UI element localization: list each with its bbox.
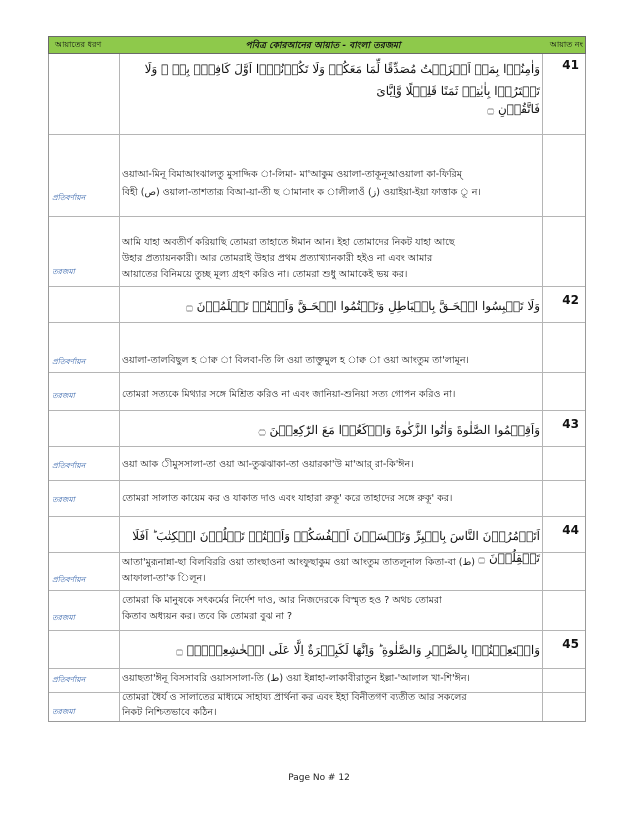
- transliteration-text: ওয়াছতা'ঈনূ বিসসাবরি ওয়াসসালা-তি (ط) ওয়া ইন্নাহা-লাকাবীরাতুন ইল্লা-'আলাল খা-শি'ঈন।: [122, 673, 470, 684]
- row-label: প্রতিবর্ণায়ন: [52, 357, 86, 366]
- table-row-translation: [49, 590, 585, 630]
- table-row-arabic: [49, 286, 585, 322]
- arabic-text: اَتَاۡمُرُوۡنَ النَّاسَ بِالۡبِرِّ وَتَنۡسَوۡنَ اَنۡفُسَكُمۡ وَاَنۡتُمۡ تَتۡلُوۡنَ الۡكِتٰبَ ؕ اَفَلَا تَعۡقِلُوۡنَ ۝: [132, 529, 540, 565]
- transliteration-text: ওয়া আক ীমুসসালা-তা ওয়া আ-তুঝঝাকা-তা ওয়ারকা'উ মা'আর্ রা-কি'ঈন।: [122, 459, 414, 470]
- row-label: প্রতিবর্ণায়ন: [52, 193, 86, 202]
- verse-number: 45: [562, 637, 579, 651]
- table-row-transliteration: [49, 668, 585, 692]
- transliteration-text: আতা'মুরূনান্না-ছা বিলবিররি ওয়া তাংছাওনা আংফুছাকুম ওয়া আংতুম তাতলূনাল কিতা-বা (ط): [122, 557, 475, 568]
- arabic-text: وَلَا تَلۡبِسُوا الۡحَـقَّ بِالۡبَاطِلِ وَتَكۡتُمُوا الۡحَـقَّ وَاَنۡتُمۡ تَعۡلَمُوۡنَ ۝: [185, 299, 540, 313]
- row-label: প্রতিবর্ণায়ন: [52, 461, 86, 470]
- table-row-transliteration: [49, 446, 585, 480]
- arabic-text: وَاسۡتَعِيۡنُوۡا بِالصَّبۡرِ وَالصَّلٰوةِ ؕ وَاِنَّهَا لَكَبِيۡرَةٌ اِلَّا عَلَى الۡخٰشِعِيۡنَۙ ۝: [176, 643, 540, 657]
- row-label: তরজমা: [52, 391, 75, 400]
- translation-text: আয়াতের বিনিময়ে তুচ্ছ মূল্য গ্রহণ করিও না। তোমরা শুধু আমাকেই ভয় কর।: [122, 269, 408, 280]
- translation-text: তোমরা সালাত কায়েম কর ও যাকাত দাও এবং যাহারা রুকূ' করে তাহাদের সঙ্গে রুকূ' কর।: [122, 493, 453, 504]
- table-row-transliteration: [49, 134, 585, 216]
- table-row-transliteration: [49, 552, 585, 590]
- translation-text: কিতাব অধ্যয়ন কর। তবে কি তোমরা বুঝ না ?: [122, 611, 293, 622]
- table-row-translation: [49, 372, 585, 410]
- translation-text: তোমরা কি মানুষকে সৎকর্মের নির্দেশ দাও, আর নিজদেরকে বিস্মৃত হও ? অথচ তোমরা: [122, 595, 442, 606]
- table-row-arabic: [49, 630, 585, 668]
- row-label: প্রতিবর্ণায়ন: [52, 575, 86, 584]
- verse-number: 44: [562, 523, 579, 537]
- header-type-column: আয়াতের ধরণ: [55, 39, 102, 49]
- transliteration-text: আফালা-তা'ক িলূন।: [122, 573, 206, 584]
- table-header: [48, 36, 586, 54]
- transliteration-text: ওয়ালা-তালবিছুল হ াক্ব া বিলবা-তি লি ওয়া তাক্তুমুল হ াক্ব া ওয়া আংতুম তা'লামূন।: [122, 355, 469, 366]
- table-row-translation: [49, 216, 585, 286]
- translation-text: আমি যাহা অবতীর্ণ করিয়াছি তোমরা তাহাতে ঈমান আন। ইহা তোমাদের নিকট যাহা আছে: [122, 237, 455, 248]
- table-row-transliteration: [49, 322, 585, 372]
- verse-number: 41: [562, 58, 579, 72]
- translation-text: উহার প্রত্যায়নকারী। আর তোমরাই উহার প্রথম প্রত্যাখ্যানকারী হইও না এবং আমার: [122, 253, 433, 264]
- transliteration-text: বিহী (ص) ওয়ালা-তাশতারূ বিআ-য়া-তী ছ ামানাং ক ালীলাওঁ (ز) ওয়াইয়া-ইয়া ফাত্তাক ূ ন।: [122, 187, 481, 198]
- table-row-arabic: [49, 410, 585, 446]
- row-label: তরজমা: [52, 707, 75, 716]
- table-row-arabic: [49, 54, 585, 134]
- page-number: Page No # 12: [288, 773, 350, 783]
- verse-number: 42: [562, 293, 579, 307]
- header-number-column: আয়াত নং: [549, 39, 583, 49]
- table-row-translation: [49, 692, 585, 721]
- arabic-text: وَاَقِيۡمُوا الصَّلٰوةَ وَاٰتُوا الزَّکٰوةَ وَارۡکَعُوۡا مَعَ الرّٰکِعِيۡنَ ۝: [258, 423, 540, 437]
- row-label: তরজমা: [52, 613, 75, 622]
- row-label: তরজমা: [52, 495, 75, 504]
- verse-number: 43: [562, 417, 579, 431]
- translation-text: নিকট নিশ্চিতভাবে কঠিন।: [122, 707, 217, 718]
- row-label: তরজমা: [52, 267, 75, 276]
- verse-table: [48, 36, 586, 722]
- table-body: [48, 54, 586, 722]
- row-label: প্রতিবর্ণায়ন: [52, 675, 86, 684]
- translation-text: তোমরা ধৈর্য ও সালাতের মাধ্যমে সাহায্য প্রার্থনা কর এবং ইহা বিনীতগণ ব্যতীত আর সকলের: [122, 692, 467, 703]
- arabic-text: فَاتَّقُوۡنِ ۝: [487, 102, 540, 116]
- transliteration-text: ওয়াআ-মিনূ বিমাআংঝালতু মুসাদ্দিক া-লিমা- মা'আকুম ওয়ালা-তাকূনূআওয়ালা কা-ফিরিম্: [122, 169, 463, 180]
- table-row-translation: [49, 480, 585, 516]
- translation-text: তোমরা সত্যকে মিথ্যার সঙ্গে মিশ্রিত করিও না এবং জানিয়া-শুনিয়া সত্য গোপন করিও না।: [122, 389, 456, 400]
- header-title: পবিত্র কোরআনের আয়াত - বাংলা তরজমা: [245, 40, 401, 51]
- arabic-text: وَاٰمِنُوۡا بِمَاۤ اَنۡزَلۡتُ مُصَدِّقًا لِّمَا مَعَكُمۡ وَلَا تَكُوۡنُوۡۤا اَوَّلَ كَافِرٍۭ بِهٖ ۚ وَلَا تَشۡتَرُوۡا بِاٰيٰتِىۡ ثَمَنًا قَلِيۡلًا وَّاِيَّاىَ: [144, 62, 540, 98]
